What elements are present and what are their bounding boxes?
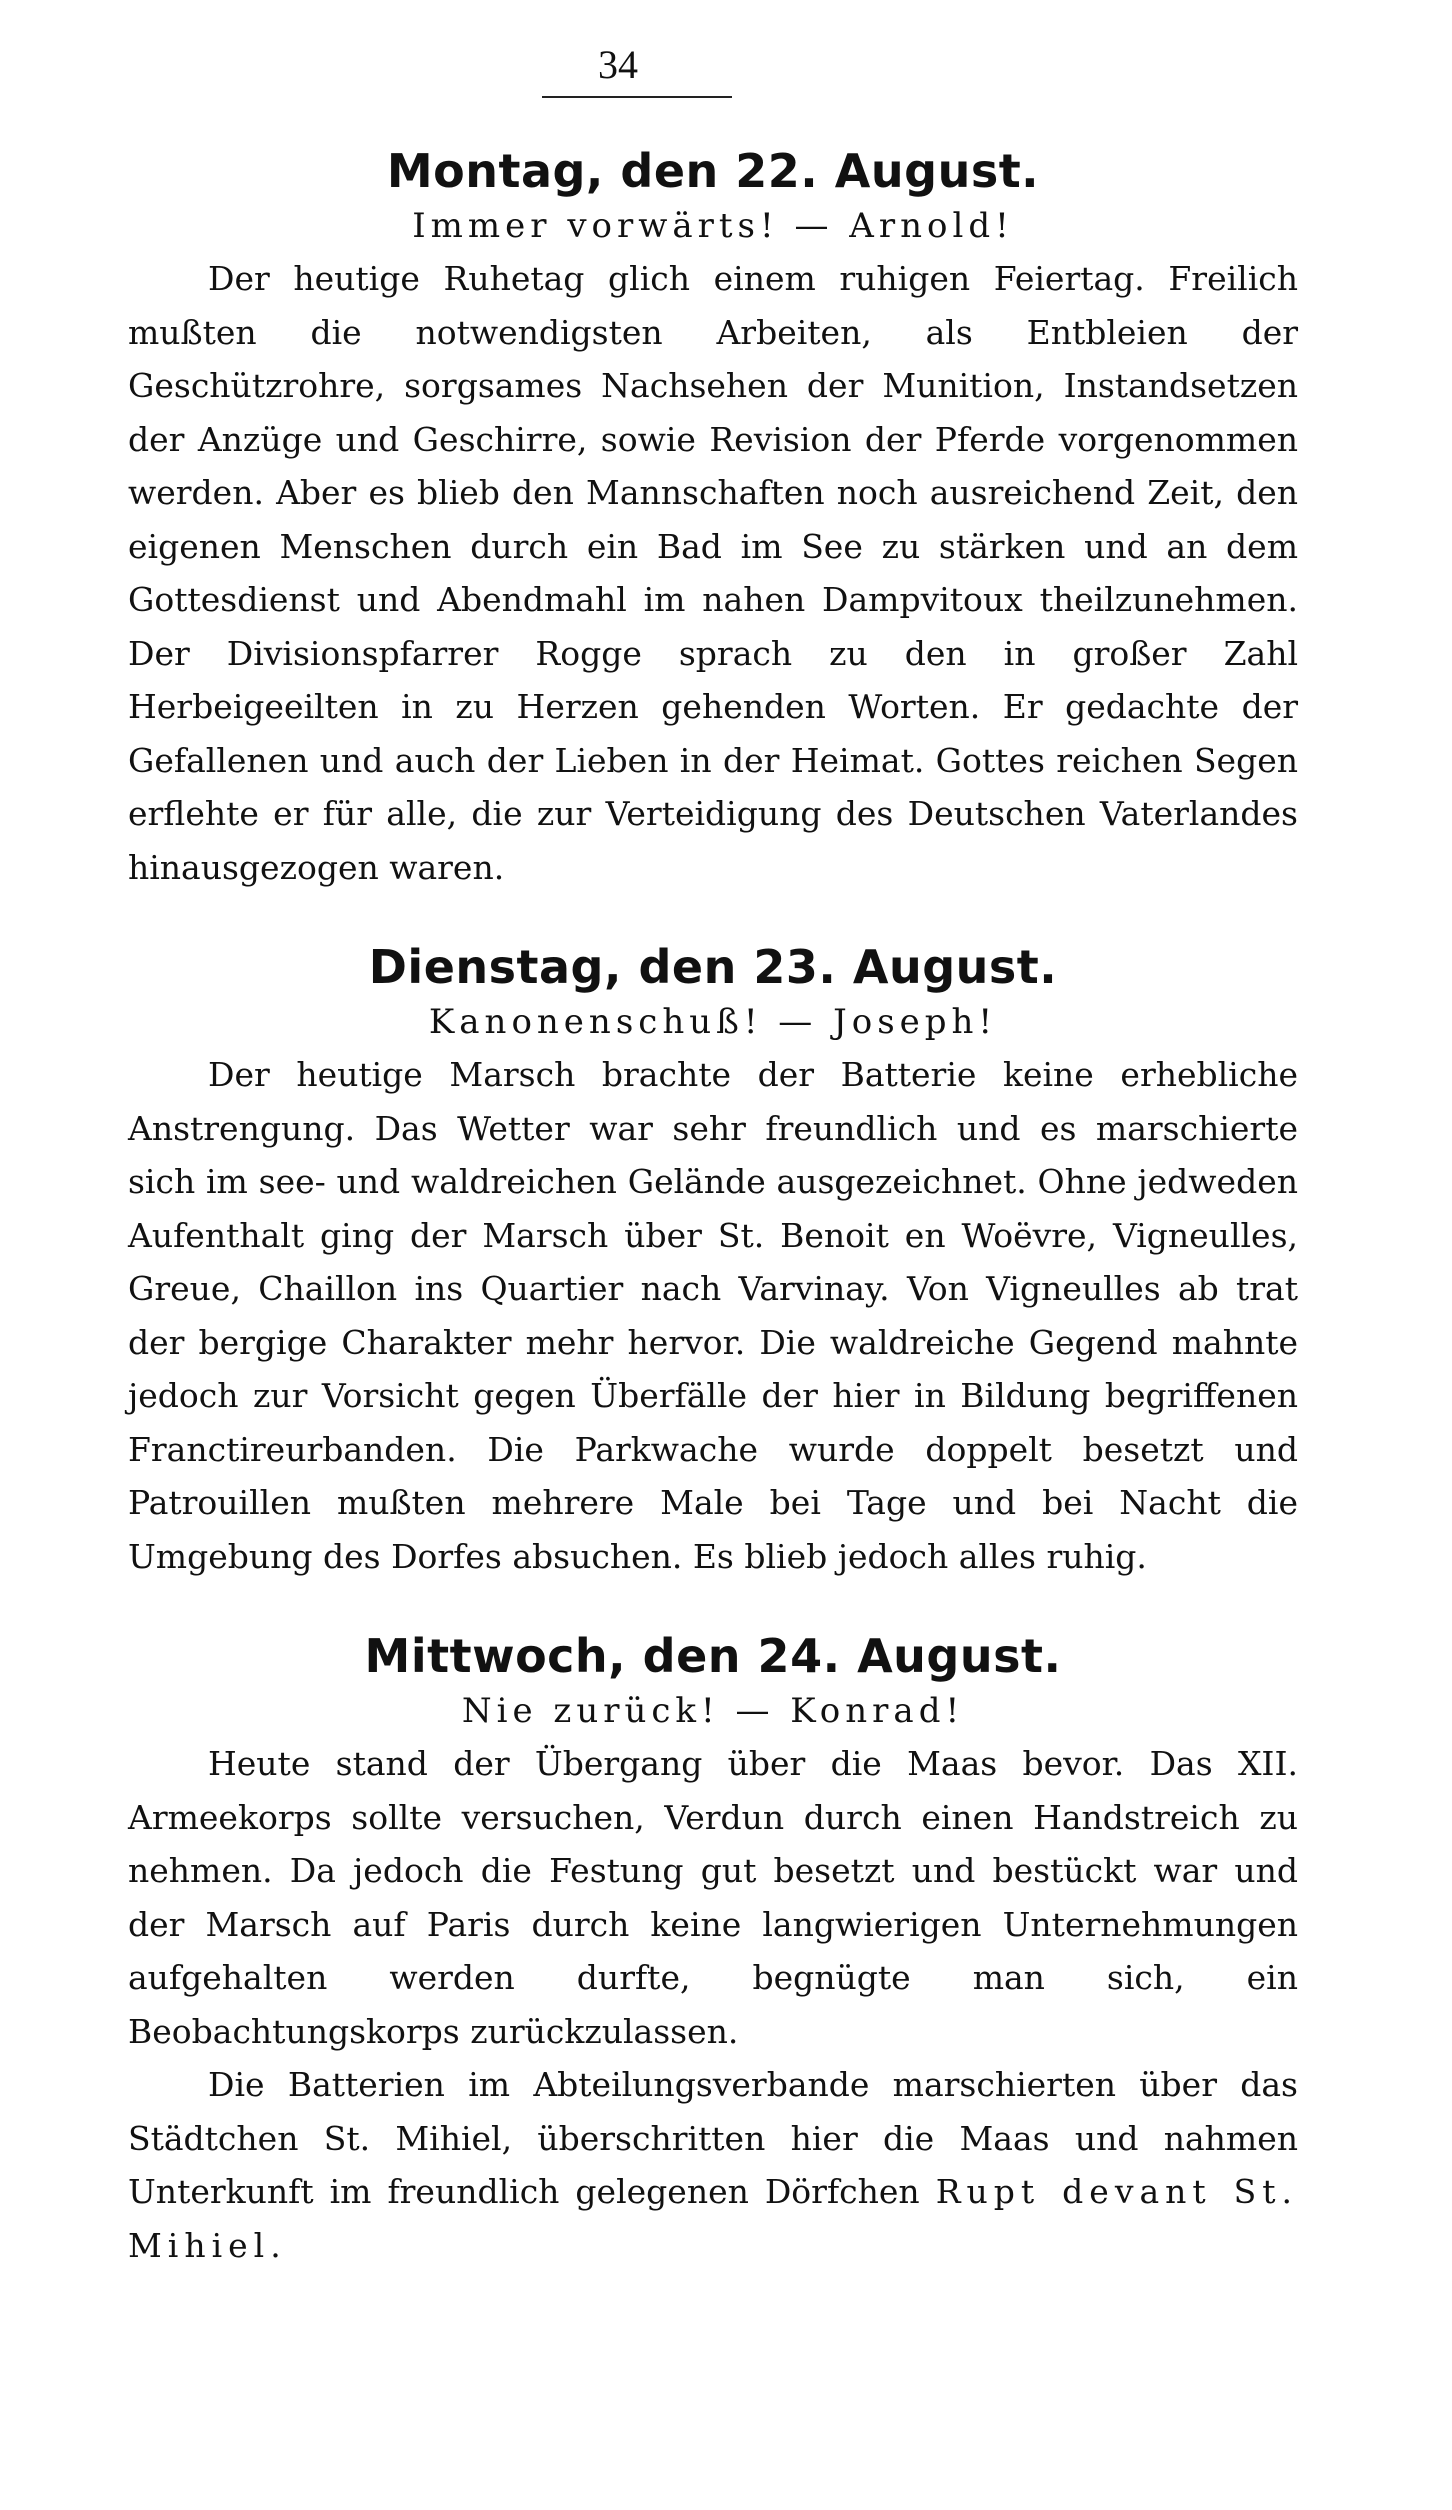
entry-heading: Dienstag, den 23. August. (368, 940, 1058, 994)
entry-paragraph: Der heutige Ruhetag glich einem ruhigen Feiertag. Freilich mußten die notwendigsten Arbeiten, als Entbleien der Geschützrohre, sorgsames Nachsehen der Munition, Instandsetzen der Anzüge und Geschirre, sowie Revision der Pferde vorgenommen werden. Aber es blieb den Mannschaften noch ausreichend Zeit, den eigenen Menschen durch ein Bad im See zu stärken und an dem Gottesdienst und Abendmahl im nahen Dampvitoux theilzunehmen. Der Divisionspfarrer Rogge sprach zu den in großer Zahl Herbeigeeilten in zu Herzen gehenden Worten. Er gedachte der Gefallenen und auch der Lieben in der Heimat. Gottes reichen Segen erflehte er für alle, die zur Verteidigung des Deutschen Vaterlandes hinausgezogen waren. (128, 259, 1298, 887)
entry-motto: Kanonenschuß! — Joseph! (428, 1002, 998, 1042)
entry-wednesday (128, 1627, 1298, 2272)
entry-monday (128, 142, 1298, 894)
entry-paragraph (128, 2058, 1298, 2272)
page-number: 34 (598, 42, 638, 87)
entry-heading: Mittwoch, den 24. August. (364, 1629, 1062, 1683)
page-content (128, 40, 1298, 2272)
entry-paragraph: Heute stand der Übergang über die Maas bevor. Das XII. Armeekorps sollte versuchen, Verdun durch einen Handstreich zu nehmen. Da jedoch die Festung gut besetzt und bestückt war und der Marsch auf Paris durch keine langwierigen Unternehmungen aufgehalten werden durfte, begnügte man sich, ein Beobachtungskorps zurückzulassen. (128, 1744, 1298, 2051)
entry-tuesday (128, 938, 1298, 1583)
place-name: Rupt devant St. Mihiel. (128, 2172, 1299, 2265)
entry-motto: Immer vorwärts! — Arnold! (412, 206, 1014, 246)
entry-heading: Montag, den 22. August. (386, 144, 1040, 198)
entry-motto: Nie zurück! — Konrad! (461, 1691, 965, 1731)
paragraph-text: Die Batterien im Abteilungsverbande marschierten über das Städtchen St. Mihiel, überschritten hier die Maas und nahmen Unterkunft im freundlich gelegenen Dörfchen (128, 2065, 1298, 2211)
entry-paragraph: Der heutige Marsch brachte der Batterie keine erhebliche Anstrengung. Das Wetter war sehr freundlich und es marschierte sich im see- und waldreichen Gelände ausgezeichnet. Ohne jedweden Aufenthalt ging der Marsch über St. Benoit en Woëvre, Vigneulles, Greue, Chaillon ins Quartier nach Varvinay. Von Vigneulles ab trat der bergige Charakter mehr hervor. Die waldreiche Gegend mahnte jedoch zur Vorsicht gegen Überfälle der hier in Bildung begriffenen Franctireurbanden. Die Parkwache wurde doppelt besetzt und Patrouillen mußten mehrere Male bei Tage und bei Nacht die Umgebung des Dorfes absuchen. Es blieb jedoch alles ruhig. (128, 1055, 1298, 1576)
page-number-rule (542, 96, 732, 98)
